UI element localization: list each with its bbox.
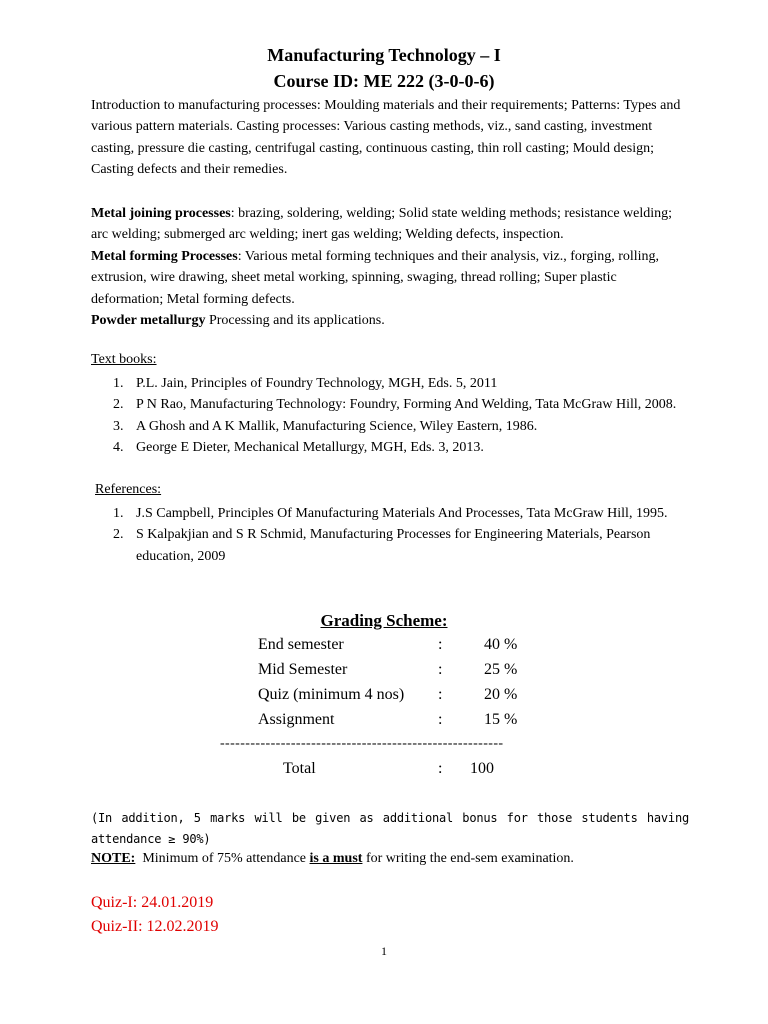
reference-item	[91, 524, 696, 567]
section-text: : Various metal forming techniques and their analysis, viz., forging, rolling, extrusion, wire drawing, sheet metal working, spinning, swaging, thread rolling; Super plastic deformation; Metal forming defects.	[91, 248, 660, 307]
item-number: 4.	[113, 440, 124, 456]
section-heading: Metal forming Processes	[91, 248, 238, 264]
item-text: George E Dieter, Mechanical Metallurgy, MGH, Eds. 3, 2013.	[136, 440, 484, 456]
course-id: Course ID: ME 222 (3-0-0-6)	[273, 71, 495, 91]
quiz-date: Quiz-I: 24.01.2019	[91, 894, 214, 911]
total-colon: :	[438, 760, 443, 777]
grade-value: 20 %	[484, 686, 518, 703]
grade-label: Mid Semester	[258, 661, 348, 678]
item-number: 1.	[113, 506, 124, 521]
section-heading: Powder metallurgy	[91, 313, 206, 329]
grade-value: 40 %	[484, 636, 518, 653]
grade-total-row	[283, 760, 583, 782]
grade-label: Quiz (minimum 4 nos)	[258, 686, 405, 703]
total-value: 100	[470, 760, 494, 777]
grading-separator: --------------------------------------------------------	[220, 736, 504, 751]
grade-label: End semester	[258, 636, 344, 653]
note-emphasis: is a must	[309, 851, 363, 866]
intro-paragraph: Introduction to manufacturing processes: Moulding materials and their requirements; Patterns: Types and various pattern materials. Casting processes: Various casting methods, viz., sand casting, investment casting, pressure die casting, centrifugal casting, continuous casting, thin roll casting; Mould design; Casting defects and their remedies.	[91, 98, 681, 178]
textbook-item	[91, 437, 696, 458]
textbook-item	[91, 373, 696, 394]
metal-joining-paragraph	[91, 203, 691, 331]
reference-item	[91, 503, 696, 524]
total-label: Total	[283, 760, 316, 777]
item-number: 3.	[113, 418, 124, 434]
attendance-note	[91, 851, 574, 867]
grade-colon: :	[438, 711, 443, 728]
grading-scheme-title: Grading Scheme:	[320, 611, 448, 630]
page-number: 1	[381, 944, 387, 958]
references-heading: References:	[95, 482, 162, 497]
references-list	[91, 503, 696, 567]
grade-colon: :	[438, 686, 443, 703]
item-text: S Kalpakjian and S R Schmid, Manufacturing Processes for Engineering Materials, Pearson education, 2009	[136, 527, 651, 564]
quiz-date: Quiz-II: 12.02.2019	[91, 918, 219, 935]
grade-colon: :	[438, 636, 443, 653]
item-number: 1.	[113, 376, 124, 391]
document-title: Manufacturing Technology – I	[267, 45, 501, 65]
note-label: NOTE:	[91, 851, 136, 866]
note-text: Minimum of 75% attendance	[135, 851, 310, 866]
item-number: 2.	[113, 397, 124, 413]
textbooks-list	[91, 373, 696, 459]
section-text: Processing and its applications.	[205, 313, 385, 329]
textbook-item	[91, 416, 696, 437]
item-text: P.L. Jain, Principles of Foundry Technology, MGH, Eds. 5, 2011	[136, 376, 498, 391]
grade-value: 25 %	[484, 661, 518, 678]
section-heading: Metal joining processes	[91, 206, 231, 221]
note-text-after: for writing the end-sem examination.	[362, 851, 574, 866]
item-text: A Ghosh and A K Mallik, Manufacturing Science, Wiley Eastern, 1986.	[136, 418, 538, 434]
bonus-note: (In addition, 5 marks will be given as additional bonus for those students having attendance ≥ 90%)	[91, 811, 689, 846]
item-text: J.S Campbell, Principles Of Manufacturing Materials And Processes, Tata McGraw Hill, 1995.	[136, 506, 668, 521]
section-text: : brazing, soldering, welding; Solid state welding methods; resistance welding; arc welding; submerged arc welding; inert gas welding; Welding defects, inspection.	[91, 206, 673, 243]
item-text: P N Rao, Manufacturing Technology: Foundry, Forming And Welding, Tata McGraw Hill, 2008.	[136, 397, 677, 413]
grade-value: 15 %	[484, 711, 518, 728]
grade-label: Assignment	[258, 711, 335, 728]
textbook-item	[91, 394, 696, 415]
item-number: 2.	[113, 527, 124, 543]
textbooks-heading: Text books:	[91, 352, 157, 367]
grade-colon: :	[438, 661, 443, 678]
